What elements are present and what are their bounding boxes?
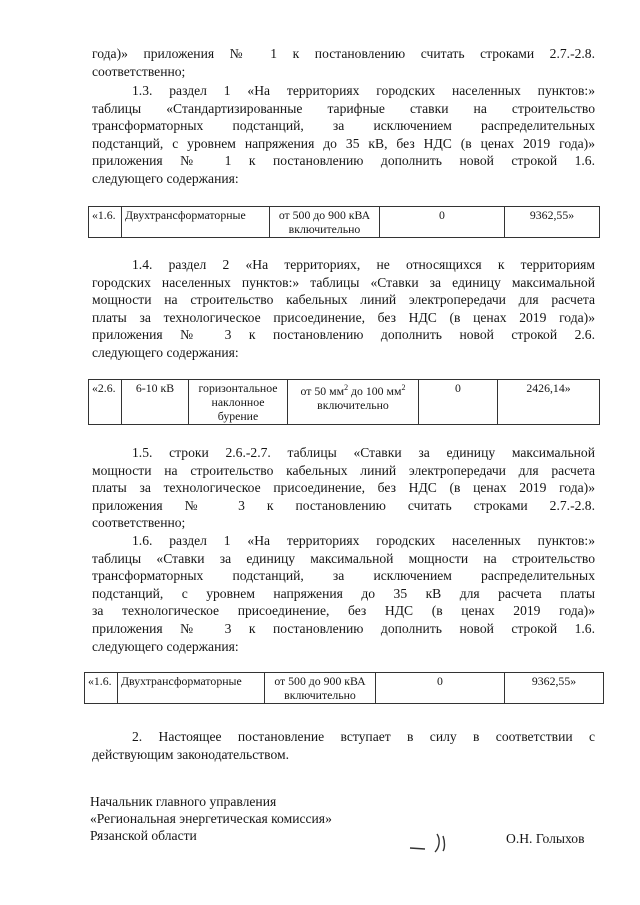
text-line: приложения № 1 к постановлению дополнить новой строкой 1.6. [92, 153, 595, 169]
text-line: 1.6. раздел 1 «На территориях городских населенных пунктов:» [132, 533, 595, 548]
cell-name: Двухтрансформаторные [118, 673, 265, 704]
table-2-6 [88, 379, 600, 425]
table-row [89, 380, 600, 425]
signature-position [90, 793, 332, 844]
paragraph-1-4 [92, 256, 595, 362]
table-row [85, 673, 604, 704]
cell-zero: 0 [380, 207, 505, 238]
signatory-name: О.Н. Голыхов [506, 831, 585, 846]
cell-voltage: 6-10 кВ [122, 380, 189, 425]
cell-range [265, 673, 376, 704]
range-line: от 500 до 900 кВА [278, 208, 371, 222]
range-line: включительно [284, 688, 356, 702]
text-line: трансформаторных подстанций, за исключением распределительных [92, 568, 595, 584]
table-row [89, 207, 600, 238]
method-line: горизонтальное [198, 381, 278, 395]
range-part: до 100 мм [348, 383, 402, 398]
table-1-6 [88, 206, 600, 238]
text-line: соответственно; [92, 515, 186, 531]
range-line: от 500 до 900 кВА [274, 674, 366, 688]
range-part: от 50 мм [300, 383, 345, 398]
text-line: платы за технологическое присоединение, без НДС (в ценах 2019 года)» [92, 309, 595, 325]
cell-number: «1.6. [85, 673, 118, 704]
text-line: действующим законодательством. [92, 746, 290, 762]
method-line: наклонное [211, 395, 265, 409]
paragraph-2 [92, 728, 595, 763]
cell-number: «2.6. [89, 380, 122, 425]
text-line: таблицы «Стандартизированные тарифные ставки на строительство [92, 100, 595, 116]
handwritten-signature [405, 826, 465, 856]
text-line: 1.5. строки 2.6.-2.7. таблицы «Ставки за единицу максимальной [132, 445, 595, 460]
text-line: следующего содержания: [92, 344, 239, 360]
superscript: 2 [401, 383, 406, 392]
text-line: года)» приложения № 1 к постановлению считать строками 2.7.-2.8. [92, 46, 595, 61]
cell-range [270, 207, 380, 238]
cell-value: 9362,55» [505, 207, 600, 238]
text-line: городских населенных пунктов:» таблицы «Ставки за единицу максимальной [92, 274, 595, 290]
superscript: 2 [344, 383, 349, 392]
paragraph-top [92, 45, 595, 80]
paragraph-1-5 [92, 444, 595, 532]
text-line: за технологическое присоединение, без НДС (в ценах 2019 года)» [92, 603, 595, 619]
range-line: включительно [288, 222, 361, 236]
text-line: платы за технологическое присоединение, без НДС (в ценах 2019 года)» [92, 480, 595, 496]
cell-name: Двухтрансформаторные [122, 207, 270, 238]
position-line: Начальник главного управления [90, 794, 277, 809]
range-line: включительно [317, 397, 389, 412]
text-line: приложения № 3 к постановлению считать строками 2.7.-2.8. [92, 497, 595, 513]
text-line: мощности на строительство кабельных линий электропередачи для расчета [92, 462, 595, 478]
position-line: Рязанской области [90, 828, 197, 843]
method-line: бурение [217, 409, 259, 423]
cell-zero: 0 [419, 380, 498, 425]
text-line: следующего содержания: [92, 638, 239, 654]
text-line: 1.4. раздел 2 «На территориях, не относящихся к территориям [132, 257, 595, 272]
paragraph-1-3 [92, 82, 595, 188]
text-line: соответственно; [92, 63, 186, 79]
text-line: следующего содержания: [92, 170, 239, 186]
text-line: приложения № 3 к постановлению дополнить новой строкой 2.6. [92, 327, 595, 343]
text-line: 1.3. раздел 1 «На территориях городских населенных пунктов:» [132, 83, 595, 98]
paragraph-1-6 [92, 532, 595, 655]
text-line: подстанций, с уровнем напряжения до 35 кВ для расчета платы [92, 585, 595, 601]
text-line: подстанций, с уровнем напряжения до 35 кВ, без НДС (в ценах 2019 года)» [92, 135, 595, 151]
cell-zero: 0 [376, 673, 505, 704]
cell-number: «1.6. [89, 207, 122, 238]
cell-value: 9362,55» [505, 673, 604, 704]
cell-method [189, 380, 288, 425]
table-1-6-tariff [84, 672, 604, 704]
text-line: приложения № 3 к постановлению дополнить новой строкой 1.6. [92, 620, 595, 636]
text-line: 2. Настоящее постановление вступает в силу в соответствии с [132, 729, 595, 744]
text-line: таблицы «Ставки за единицу максимальной мощности на строительство [92, 550, 595, 566]
text-line: трансформаторных подстанций, за исключением распределительных [92, 118, 595, 134]
cell-value: 2426,14» [498, 380, 600, 425]
cell-range [288, 380, 419, 425]
text-line: мощности на строительство кабельных линий электропередачи для расчета [92, 292, 595, 308]
position-line: «Региональная энергетическая комиссия» [90, 811, 332, 826]
